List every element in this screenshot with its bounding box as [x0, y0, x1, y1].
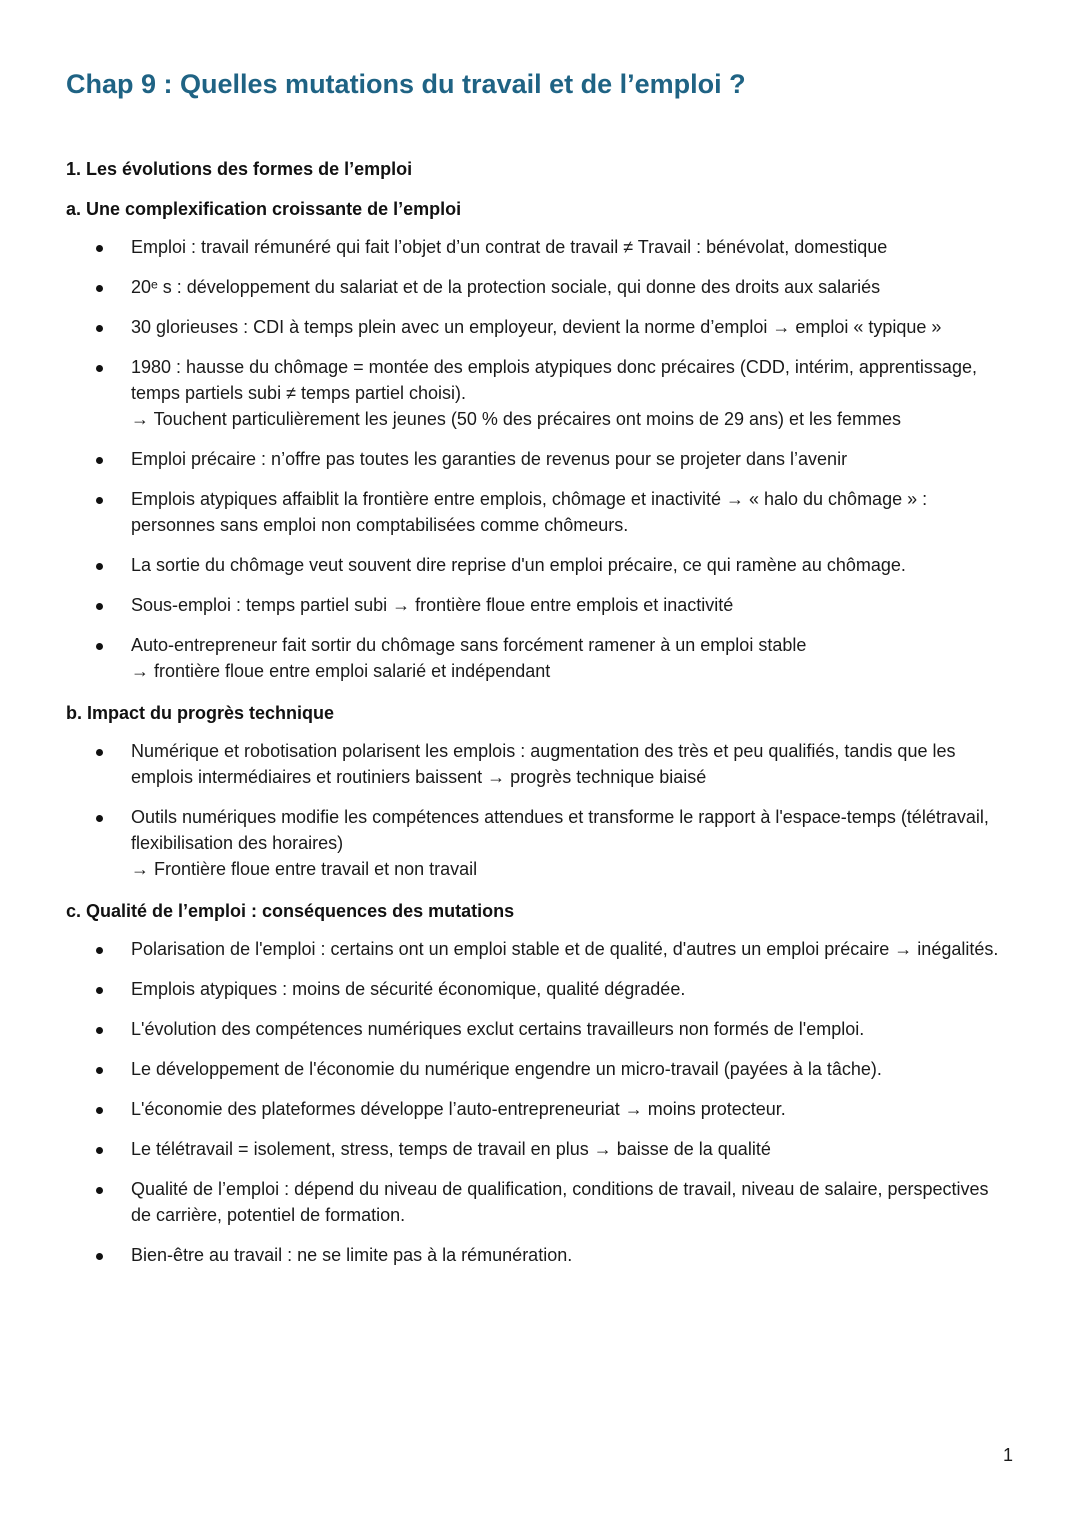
list-item-text: Emploi : travail rémunéré qui fait l’objet d’un contrat de travail ≠ Travail : bénévolat, domestique	[131, 237, 888, 257]
list-item-text: L'économie des plateformes développe l’auto-entrepreneuriat → moins protecteur.	[131, 1099, 786, 1119]
list-item	[66, 1096, 1011, 1122]
list-item-text: Polarisation de l'emploi : certains ont un emploi stable et de qualité, d'autres un emploi précaire → inégalités.	[131, 939, 999, 959]
bullet-icon	[96, 947, 103, 954]
list-item	[66, 486, 1011, 538]
list-item-text: Emplois atypiques : moins de sécurité économique, qualité dégradée.	[131, 979, 686, 999]
list-item	[66, 446, 1011, 472]
bullet-icon	[96, 1067, 103, 1074]
list-item	[66, 314, 1011, 340]
list-item	[66, 274, 1011, 300]
bullet-icon	[96, 1107, 103, 1114]
list-item	[66, 354, 1011, 432]
page-title: Chap 9 : Quelles mutations du travail et de l’emploi ?	[66, 69, 746, 99]
list-item-text: Emplois atypiques affaiblit la frontière entre emplois, chômage et inactivité → « halo du chômage » : personnes sans emploi non comptabilisées comme chômeurs.	[131, 489, 928, 535]
bullet-icon	[96, 815, 103, 822]
list-item-text: 30 glorieuses : CDI à temps plein avec un employeur, devient la norme d’emploi → emploi « typique »	[131, 317, 942, 337]
bullet-icon	[96, 603, 103, 610]
list-item-text: Qualité de l’emploi : dépend du niveau de qualification, conditions de travail, niveau de salaire, perspectives de carrière, potentiel de formation.	[131, 1179, 989, 1225]
bullet-icon	[96, 1027, 103, 1034]
bullet-icon	[96, 457, 103, 464]
document-body	[66, 154, 1011, 1282]
list-item-text: Le télétravail = isolement, stress, temps de travail en plus → baisse de la qualité	[131, 1139, 771, 1159]
list-item-text: Le développement de l'économie du numérique engendre un micro-travail (payées à la tâche).	[131, 1059, 882, 1079]
section-heading: a. Une complexification croissante de l’emploi	[66, 199, 462, 219]
list-item-text: 1980 : hausse du chômage = montée des emplois atypiques donc précaires (CDD, intérim, apprentissage, temps partiels subi ≠ temps partiel choisi).	[131, 357, 977, 403]
bullet-list	[66, 936, 1011, 1268]
list-item	[66, 804, 1011, 882]
bullet-icon	[96, 285, 103, 292]
list-item-text: → frontière floue entre emploi salarié et indépendant	[131, 661, 551, 681]
list-item	[66, 1016, 1011, 1042]
list-item-text: → Frontière floue entre travail et non travail	[131, 859, 478, 879]
bullet-list	[66, 234, 1011, 684]
bullet-icon	[96, 643, 103, 650]
list-item	[66, 1242, 1011, 1268]
list-item	[66, 976, 1011, 1002]
list-item-text: Emploi précaire : n’offre pas toutes les garanties de revenus pour se projeter dans l’avenir	[131, 449, 848, 469]
bullet-icon	[96, 1187, 103, 1194]
bullet-icon	[96, 749, 103, 756]
list-item-text: La sortie du chômage veut souvent dire reprise d'un emploi précaire, ce qui ramène au chômage.	[131, 555, 906, 575]
list-item	[66, 936, 1011, 962]
bullet-icon	[96, 497, 103, 504]
section-heading: c. Qualité de l’emploi : conséquences des mutations	[66, 901, 515, 921]
list-item-text: L'évolution des compétences numériques exclut certains travailleurs non formés de l'emploi.	[131, 1019, 865, 1039]
bullet-icon	[96, 325, 103, 332]
list-item-text: Sous-emploi : temps partiel subi → frontière floue entre emplois et inactivité	[131, 595, 734, 615]
bullet-icon	[96, 1147, 103, 1154]
list-item	[66, 234, 1011, 260]
list-item	[66, 1056, 1011, 1082]
section-heading: b. Impact du progrès technique	[66, 703, 335, 723]
bullet-icon	[96, 563, 103, 570]
list-item	[66, 738, 1011, 790]
list-item	[66, 1136, 1011, 1162]
list-item	[66, 552, 1011, 578]
list-item	[66, 592, 1011, 618]
bullet-icon	[96, 365, 103, 372]
page-number: 1	[1002, 1445, 1013, 1465]
list-item	[66, 1176, 1011, 1228]
list-item-text: 20ᵉ s : développement du salariat et de la protection sociale, qui donne des droits aux salariés	[131, 277, 881, 297]
list-item-text: Bien-être au travail : ne se limite pas à la rémunération.	[131, 1245, 573, 1265]
bullet-icon	[96, 987, 103, 994]
list-item	[66, 632, 1011, 684]
bullet-list	[66, 738, 1011, 882]
list-item-text: → Touchent particulièrement les jeunes (50 % des précaires ont moins de 29 ans) et les femmes	[131, 409, 902, 429]
list-item-text: Numérique et robotisation polarisent les emplois : augmentation des très et peu qualifiés, tandis que les emplois intermédiaires et routiniers baissent → progrès technique biaisé	[131, 741, 956, 787]
list-item-text: Outils numériques modifie les compétences attendues et transforme le rapport à l'espace-temps (télétravail, flexibilisation des horaires)	[131, 807, 989, 853]
bullet-icon	[96, 245, 103, 252]
bullet-icon	[96, 1253, 103, 1260]
list-item-text: Auto-entrepreneur fait sortir du chômage sans forcément ramener à un emploi stable	[131, 635, 807, 655]
section-heading: 1. Les évolutions des formes de l’emploi	[66, 159, 413, 179]
